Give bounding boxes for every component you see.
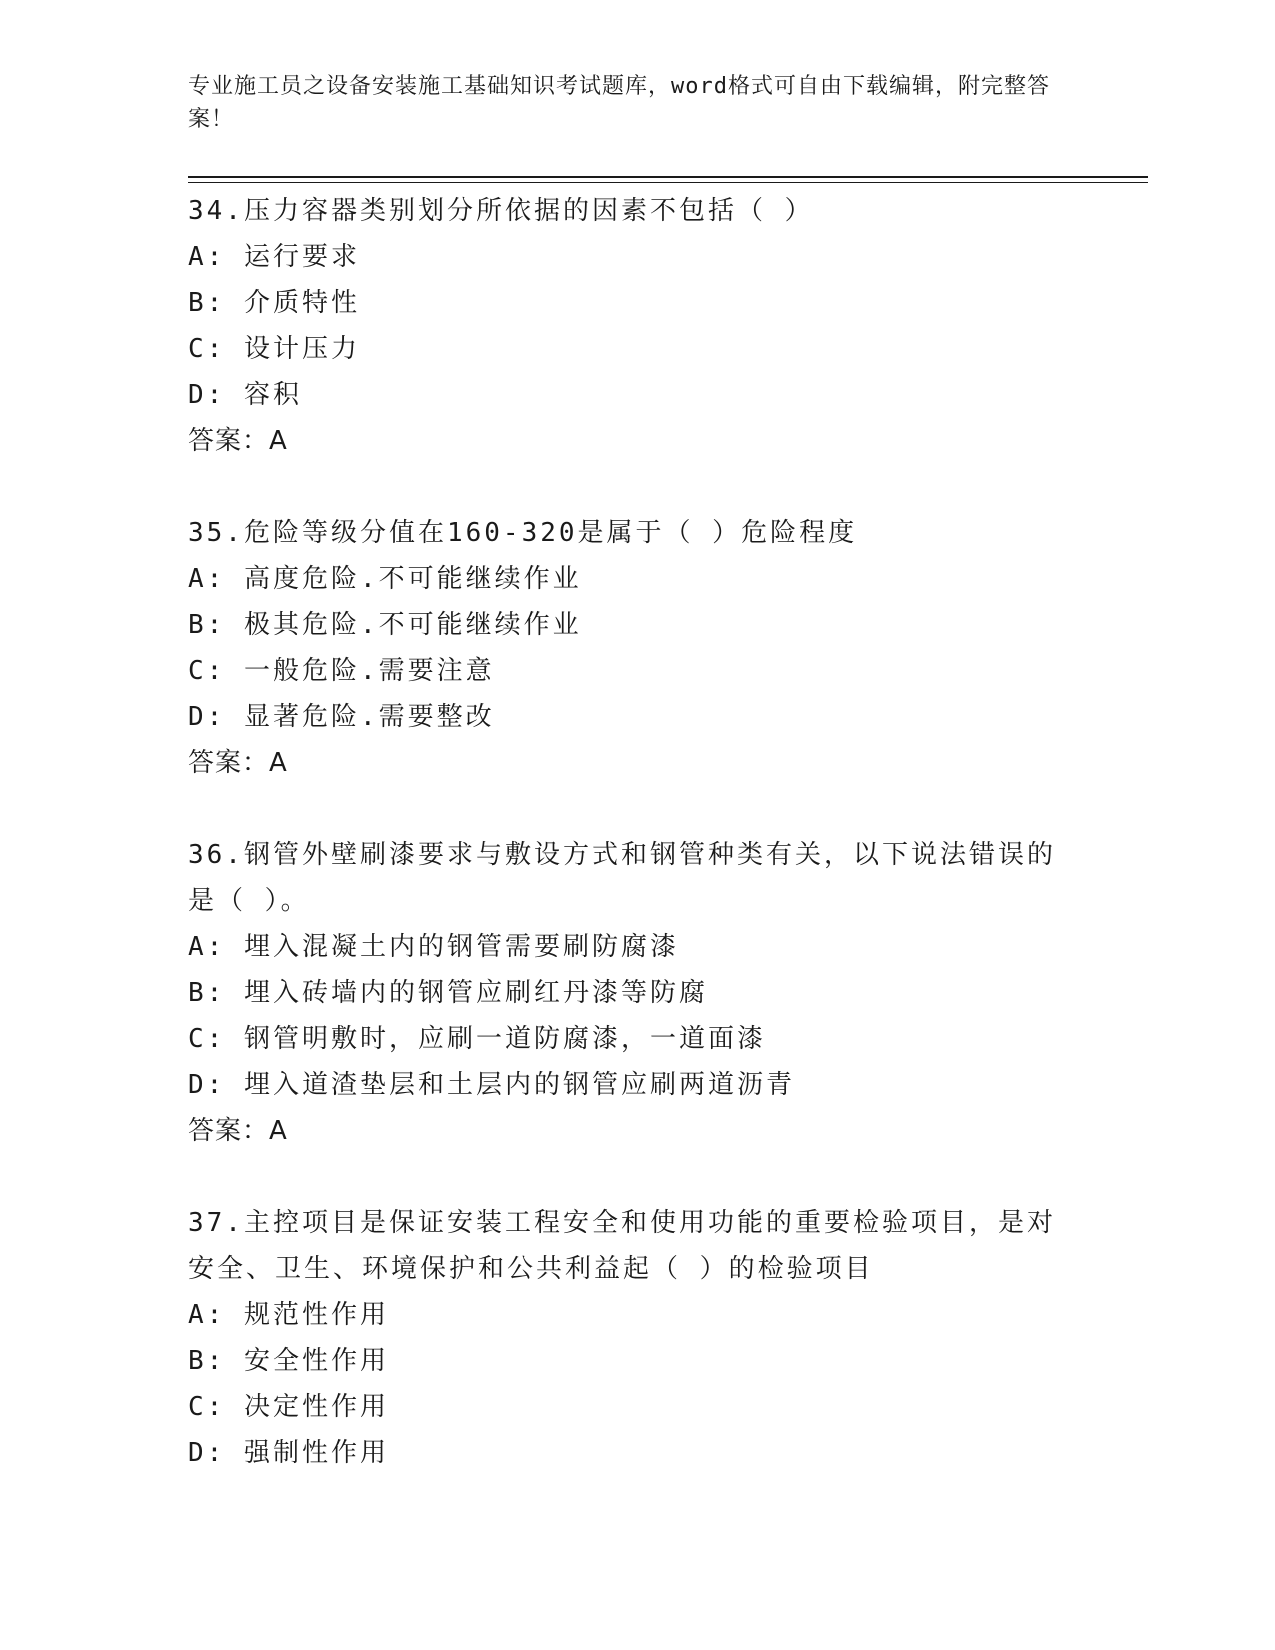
option-c: C: 设计压力 xyxy=(188,334,360,364)
option-d: D: 显著危险.需要整改 xyxy=(188,702,495,732)
question-spacer xyxy=(188,786,1088,832)
answer-label: 答案：A xyxy=(188,426,288,456)
question-35 xyxy=(188,510,1088,786)
option-b: B: 极其危险.不可能继续作业 xyxy=(188,610,582,640)
question-spacer xyxy=(188,1154,1088,1200)
option-d: D: 埋入道渣垫层和土层内的钢管应刷两道沥青 xyxy=(188,1070,795,1100)
option-b: B: 埋入砖墙内的钢管应刷红丹漆等防腐 xyxy=(188,978,708,1008)
option-c: C: 决定性作用 xyxy=(188,1392,389,1422)
option-a: A: 埋入混凝土内的钢管需要刷防腐漆 xyxy=(188,932,679,962)
option-b: B: 安全性作用 xyxy=(188,1346,389,1376)
option-a: A: 高度危险.不可能继续作业 xyxy=(188,564,582,594)
option-d: D: 强制性作用 xyxy=(188,1438,389,1468)
question-spacer xyxy=(188,464,1088,510)
option-c: C: 一般危险.需要注意 xyxy=(188,656,495,686)
answer-label: 答案：A xyxy=(188,748,288,778)
question-36 xyxy=(188,832,1088,1154)
question-stem: 37.主控项目是保证安装工程安全和使用功能的重要检验项目，是对安全、卫生、环境保护和公共利益起（ ）的检验项目 xyxy=(188,1208,1056,1284)
option-d: D: 容积 xyxy=(188,380,302,410)
question-list xyxy=(188,188,1088,1476)
option-a: A: 规范性作用 xyxy=(188,1300,389,1330)
answer-label: 答案：A xyxy=(188,1116,288,1146)
option-b: B: 介质特性 xyxy=(188,288,360,318)
question-37 xyxy=(188,1200,1088,1476)
question-stem: 35.危险等级分值在160-320是属于（ ）危险程度 xyxy=(188,518,858,548)
document-header: 专业施工员之设备安装施工基础知识考试题库，word格式可自由下载编辑，附完整答案！ xyxy=(188,74,1050,132)
option-a: A: 运行要求 xyxy=(188,242,360,272)
header-rule-thin xyxy=(188,182,1148,183)
question-34 xyxy=(188,188,1088,464)
header-rule-thick xyxy=(188,176,1148,178)
option-c: C: 钢管明敷时，应刷一道防腐漆，一道面漆 xyxy=(188,1024,766,1054)
question-stem: 36.钢管外壁刷漆要求与敷设方式和钢管种类有关，以下说法错误的是（ ）。 xyxy=(188,840,1056,916)
question-stem: 34.压力容器类别划分所依据的因素不包括（ ） xyxy=(188,196,814,226)
